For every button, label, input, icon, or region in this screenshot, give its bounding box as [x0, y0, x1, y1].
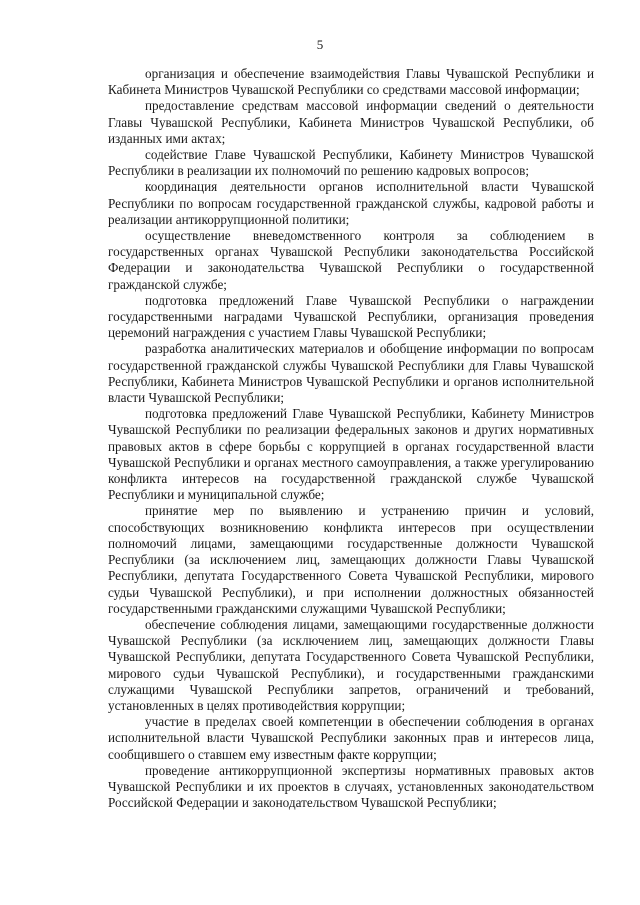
- paragraph: предоставление средствам массовой информации сведений о деятельности Главы Чувашской Республики, Кабинета Министров Чувашской Республики, об изданных ими актах;: [108, 98, 594, 146]
- paragraph: организация и обеспечение взаимодействия Главы Чувашской Республики и Кабинета Министров Чувашской Республики со средствами массовой информации;: [108, 66, 594, 98]
- page-number: 5: [316, 37, 324, 52]
- paragraph: проведение антикоррупционной экспертизы нормативных правовых актов Чувашской Республики и их проектов в случаях, установленных законодательством Российской Федерации и законодательством Чувашской Республики;: [108, 762, 594, 811]
- paragraph: подготовка предложений Главе Чувашской Республики, Кабинету Министров Чувашской Республики по реализации федеральных законов и других нормативных правовых актов в сфере борьбы с коррупцией в органах государственной власти Чувашской Республики и органах местного самоуправления, а также урегулированию конфликта интересов на государственной гражданской службе Чувашской Республики и муниципальной службе;: [108, 406, 594, 503]
- paragraph: координация деятельности органов исполнительной власти Чувашской Республики по вопросам государственной гражданской службы, кадровой работы и реализации антикоррупционной политики;: [108, 179, 594, 227]
- paragraph: разработка аналитических материалов и обобщение информации по вопросам государственной гражданской службы Чувашской Республики для Главы Чувашской Республики, Кабинета Министров Чувашской Республики и органов исполнительной власти Чувашской Республики;: [108, 341, 594, 406]
- paragraph: осуществление вневедомственного контроля за соблюдением в государственных органах Чувашской Республики законодательства Российской Федерации и законодательства Чувашской Республики о государственной гражданской службе;: [108, 228, 594, 292]
- paragraph: обеспечение соблюдения лицами, замещающими государственные должности Чувашской Республики (за исключением лиц, замещающих должности Главы Чувашской Республики, депутата Государственного Совета Чувашской Республики, мирового судьи Чувашской Республики), и государственными гражданскими служащими Чувашской Республики запретов, ограничений и требований, установленных в целях противодействия коррупции;: [108, 616, 594, 713]
- paragraph: подготовка предложений Главе Чувашской Республики о награждении государственными наградами Чувашской Республики, организация проведения церемоний награждения с участием Главы Чувашской Республики;: [108, 292, 594, 341]
- paragraph: участие в пределах своей компетенции в обеспечении соблюдения в органах исполнительной власти Чувашской Республики законных прав и интересов лица, сообщившего о ставшем ему известным факте коррупции;: [108, 714, 594, 762]
- body-text: [108, 66, 594, 811]
- paragraph: содействие Главе Чувашской Республики, Кабинету Министров Чувашской Республики в реализации их полномочий по решению кадровых вопросов;: [108, 147, 594, 179]
- paragraph: принятие мер по выявлению и устранению причин и условий, способствующих возникновению конфликта интересов при осуществлении полномочий лицами, замещающими государственные должности Чувашской Республики (за исключением лиц, замещающих должности Главы Чувашской Республики, депутата Государственного Совета Чувашской Республики, мирового судьи Чувашской Республики), и при исполнении должностных обязанностей государственными гражданскими служащими Чувашской Республики;: [108, 503, 594, 616]
